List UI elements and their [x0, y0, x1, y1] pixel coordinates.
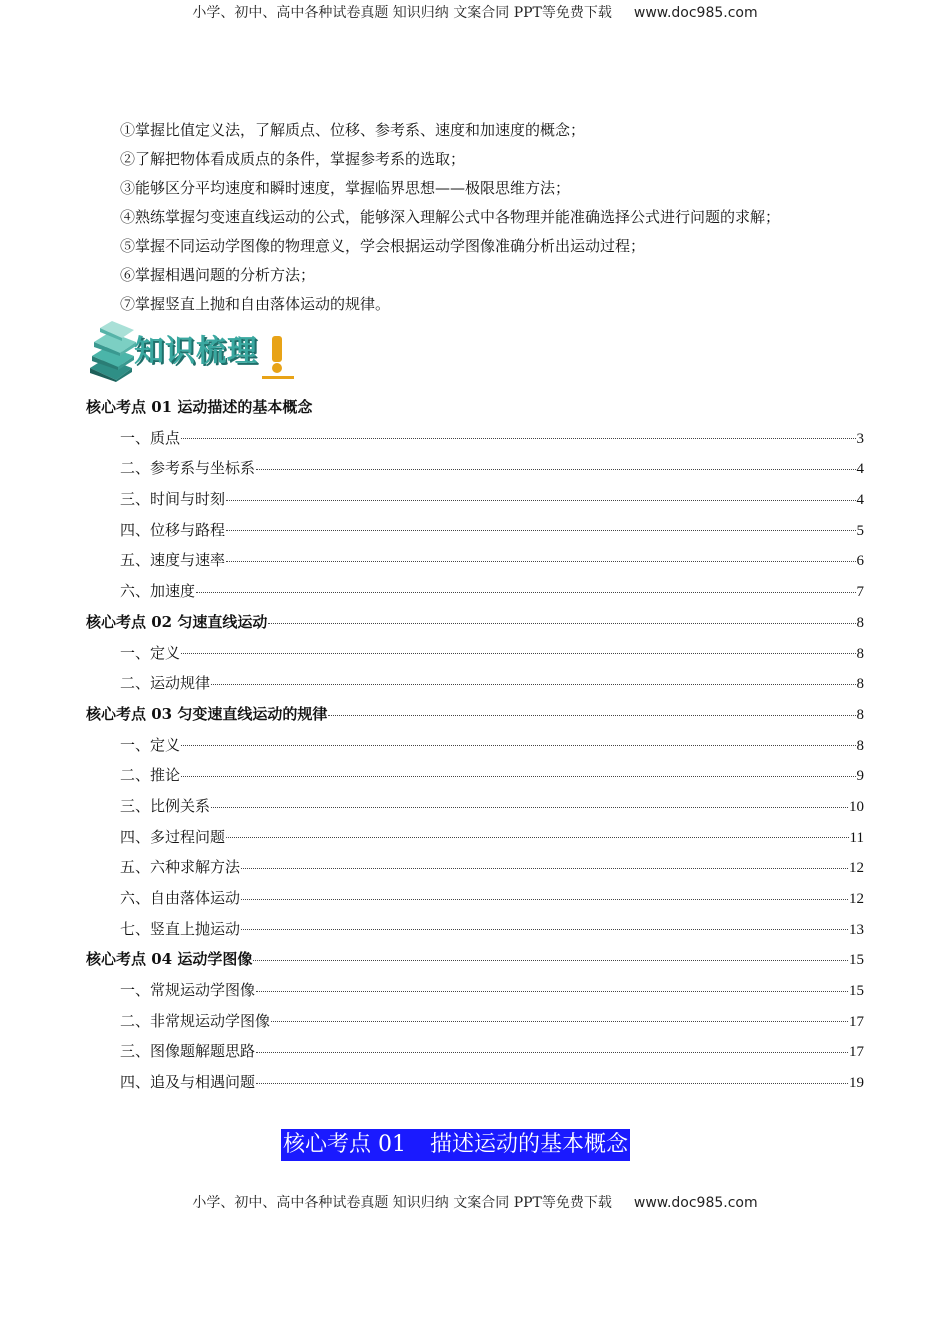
toc-item[interactable]: [86, 515, 864, 546]
toc-page-number: 17: [849, 1044, 864, 1061]
toc-label: 四、多过程问题: [120, 827, 226, 846]
toc-label: 三、比例关系: [120, 796, 211, 815]
toc-item[interactable]: [86, 852, 864, 883]
toc-item[interactable]: [86, 545, 864, 576]
banner-title: 知识梳理: [134, 334, 258, 369]
toc-leader-dots: [241, 867, 848, 869]
toc-page-number: 13: [849, 921, 864, 938]
core-heading-number: 核心考点 01: [283, 1132, 406, 1157]
objective-item: ②了解把物体看成质点的条件，掌握参考系的选取；: [120, 150, 466, 168]
toc-item[interactable]: [86, 1036, 864, 1067]
toc-label: 六、加速度: [120, 582, 196, 601]
toc-item[interactable]: [86, 484, 864, 515]
header-text: 小学、初中、高中各种试卷真题 知识归纳 文案合同 PPT等免费下载: [192, 5, 612, 21]
toc-leader-dots: [241, 928, 848, 930]
toc-leader-dots: [256, 990, 848, 992]
toc-item[interactable]: [86, 791, 864, 822]
toc-label: 三、图像题解题思路: [120, 1042, 256, 1061]
footer-url[interactable]: www.doc985.com: [633, 1195, 758, 1211]
toc-leader-dots: [226, 499, 855, 501]
page-footer: [0, 1192, 950, 1212]
toc-leader-dots: [226, 836, 849, 838]
toc-section[interactable]: [86, 607, 864, 638]
toc-leader-dots: [256, 1051, 848, 1053]
toc-page-number: 15: [849, 952, 864, 969]
objective-item: ①掌握比值定义法，了解质点、位移、参考系、速度和加速度的概念；: [120, 121, 586, 139]
toc-page-number: 8: [856, 737, 864, 754]
toc-item[interactable]: [86, 453, 864, 484]
toc-leader-dots: [226, 560, 855, 562]
toc-leader-dots: [271, 1020, 848, 1022]
toc-leader-dots: [256, 1082, 848, 1084]
toc-item[interactable]: [86, 668, 864, 699]
toc-item[interactable]: [86, 975, 864, 1006]
page-header: [0, 2, 950, 22]
toc-label: 一、定义: [120, 643, 181, 662]
toc-label: 七、竖直上抛运动: [120, 919, 241, 938]
toc-page-number: 19: [849, 1075, 864, 1092]
toc-item[interactable]: [86, 1067, 864, 1098]
toc-page-number: 8: [856, 614, 864, 631]
toc-label: 核心考点 01 运动描述的基本概念: [86, 398, 313, 416]
toc-page-number: 12: [849, 860, 864, 877]
knowledge-banner: [86, 318, 301, 382]
toc-item[interactable]: [86, 423, 864, 454]
toc-section[interactable]: [86, 699, 864, 730]
toc-label: 核心考点 04 运动学图像: [86, 950, 253, 969]
toc-page-number: 4: [856, 492, 864, 509]
toc-label: 核心考点 02 匀速直线运动: [86, 612, 268, 631]
toc-leader-dots: [256, 468, 855, 470]
toc-item[interactable]: [86, 1006, 864, 1037]
toc-leader-dots: [328, 714, 855, 716]
table-of-contents: [86, 392, 864, 1098]
toc-page-number: 9: [856, 768, 864, 785]
toc-label: 一、常规运动学图像: [120, 981, 256, 1000]
toc-item[interactable]: [86, 760, 864, 791]
toc-page-number: 6: [856, 553, 864, 570]
toc-label: 四、位移与路程: [120, 520, 226, 539]
toc-label: 三、时间与时刻: [120, 490, 226, 509]
core-point-heading: [281, 1129, 630, 1161]
toc-leader-dots: [211, 683, 855, 685]
toc-page-number: 8: [856, 645, 864, 662]
learning-objectives: [120, 116, 880, 319]
toc-page-number: 10: [849, 798, 864, 815]
toc-item[interactable]: [86, 822, 864, 853]
toc-leader-dots: [196, 591, 855, 593]
objective-item: ③能够区分平均速度和瞬时速度，掌握临界思想——极限思维方法；: [120, 179, 571, 197]
toc-leader-dots: [181, 775, 855, 777]
toc-item[interactable]: [86, 883, 864, 914]
toc-label: 一、质点: [120, 428, 181, 447]
toc-page-number: 8: [856, 676, 864, 693]
toc-page-number: 11: [849, 829, 864, 846]
toc-item[interactable]: [86, 914, 864, 945]
toc-label: 二、推论: [120, 766, 181, 785]
toc-label: 二、非常规运动学图像: [120, 1011, 271, 1030]
toc-label: 二、参考系与坐标系: [120, 459, 256, 478]
toc-leader-dots: [181, 744, 855, 746]
toc-item[interactable]: [86, 638, 864, 669]
toc-leader-dots: [211, 806, 848, 808]
toc-leader-dots: [181, 652, 855, 654]
toc-section[interactable]: [86, 944, 864, 975]
toc-page-number: 17: [849, 1013, 864, 1030]
objective-item: ④熟练掌握匀变速直线运动的公式，能够深入理解公式中各物理并能准确选择公式进行问题的求解；: [120, 208, 781, 226]
core-heading-title: 描述运动的基本概念: [430, 1132, 629, 1157]
toc-page-number: 3: [856, 430, 864, 447]
toc-page-number: 15: [849, 983, 864, 1000]
toc-page-number: 5: [856, 522, 864, 539]
objective-item: ⑦掌握竖直上抛和自由落体运动的规律。: [120, 295, 391, 313]
toc-item[interactable]: [86, 730, 864, 761]
footer-text: 小学、初中、高中各种试卷真题 知识归纳 文案合同 PPT等免费下载: [192, 1195, 612, 1211]
toc-label: 五、六种求解方法: [120, 858, 241, 877]
toc-page-number: 12: [849, 891, 864, 907]
toc-leader-dots: [226, 529, 855, 531]
toc-page-number: 4: [856, 461, 864, 478]
toc-label: 六、自由落体运动: [120, 889, 241, 907]
toc-page-number: 8: [856, 706, 864, 723]
objective-item: ⑥掌握相遇问题的分析方法；: [120, 266, 316, 284]
toc-leader-dots: [268, 622, 855, 624]
toc-label: 核心考点 03 匀变速直线运动的规律: [86, 704, 328, 723]
toc-label: 一、定义: [120, 735, 181, 754]
objective-item: ⑤掌握不同运动学图像的物理意义，学会根据运动学图像准确分析出运动过程；: [120, 237, 646, 255]
toc-item[interactable]: [86, 576, 864, 607]
toc-page-number: 7: [856, 584, 864, 601]
toc-label: 四、追及与相遇问题: [120, 1073, 256, 1092]
toc-leader-dots: [241, 898, 848, 900]
toc-section[interactable]: [86, 392, 864, 423]
toc-label: 二、运动规律: [120, 674, 211, 693]
header-url[interactable]: www.doc985.com: [633, 5, 758, 21]
toc-label: 五、速度与速率: [120, 551, 226, 570]
toc-leader-dots: [181, 437, 855, 439]
toc-leader-dots: [253, 959, 848, 961]
